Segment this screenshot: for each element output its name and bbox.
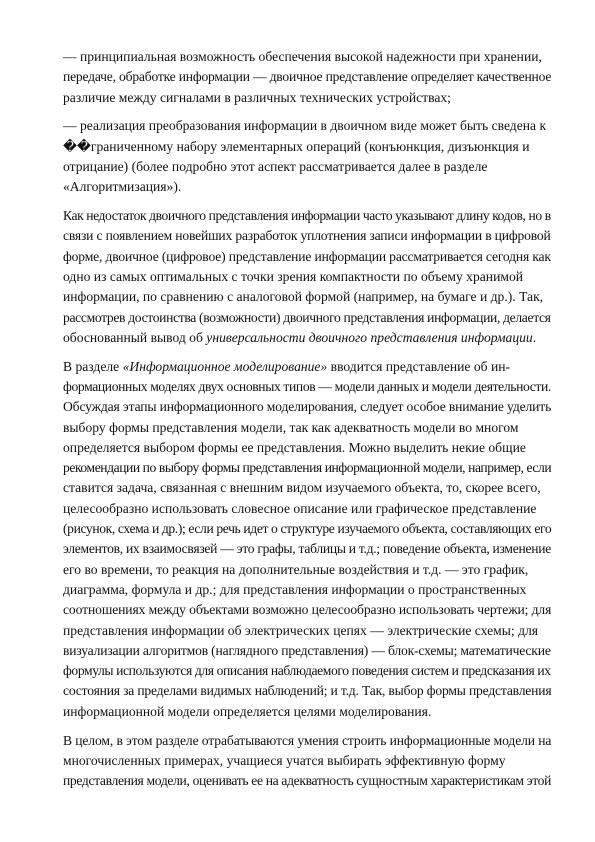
text-line: информации, по сравнению с аналоговой формой (например, на бумаге и др.). Так,: [63, 289, 544, 305]
text-line: (рисунок, схема и др.); если речь идет о структуре изучаемого объекта, составляющих его: [63, 521, 552, 537]
text-line: [63, 328, 551, 348]
paragraph-binary-reliability: [63, 47, 551, 108]
text-line: многочисленных примерах, учащиеся учатся выбирать эффективную форму: [63, 752, 506, 768]
text-line: ставится задача, связанная с внешним видом изучаемого объекта, то, скорее всего,: [63, 480, 541, 496]
text-line: ��граниченному набору элементарных операций (конъюнкция, дизъюнкция и: [63, 138, 530, 154]
text-line: [63, 357, 551, 377]
text-line: соотношениях между объектами возможно целесообразно использовать чертежи; для: [63, 602, 552, 618]
text-line: Как недостаток двоичного представления информации часто указывают длину кодов, но в: [63, 208, 551, 224]
text-line: элементов, их взаимосвязей — это графы, таблицы и т.д.; поведение объекта, изменение: [63, 541, 551, 557]
text-line: передаче, обработке информации — двоичное представление определяет качественное: [63, 69, 552, 85]
text-line: представления информации об электрических цепях — электрические схемы; для: [63, 622, 539, 638]
text-line: связи с появлением новейших разработок уплотнения записи информации в цифровой: [63, 228, 551, 244]
text-line: состояния за пределами видимых наблюдений; и т.д. Так, выбор формы представления: [63, 683, 552, 699]
paragraph-information-modeling: [63, 357, 551, 722]
text-line: формационных моделях двух основных типов — модели данных и модели деятельности.: [63, 378, 551, 394]
text-line: представления модели, оценивать ее на адекватность сущностным характеристикам этой: [63, 773, 552, 789]
text-run: обоснованный вывод об: [63, 329, 207, 345]
text-line: его во времени, то реакция на дополнительные воздействия и т.д. — это график,: [63, 561, 529, 577]
text-line: формулы используются для описания наблюдаемого поведения систем и предсказания их: [63, 663, 551, 679]
paragraph-binary-operations: [63, 116, 551, 197]
text-line: форме, двоичное (цифровое) представление информации рассматривается сегодня как: [63, 248, 551, 264]
text-line: определяется выбором формы ее представления. Можно выделить некие общие: [63, 439, 526, 455]
paragraph-section-summary: [63, 731, 551, 792]
text-line: выбору формы представления модели, так как адекватность модели во многом: [63, 419, 519, 435]
text-line: — принципиальная возможность обеспечения высокой надежности при хранении,: [63, 49, 542, 64]
text-run: вводится представление об ин-: [327, 358, 511, 374]
text-line: диаграмма, формула и др.; для представления информации о пространственных: [63, 581, 527, 597]
text-line: отрицание) (более подробно этот аспект рассматривается далее в разделе: [63, 158, 488, 174]
text-line: — реализация преобразования информации в двоичном виде может быть сведена к: [63, 118, 547, 134]
text-line: информационной модели определяется целями моделирования.: [63, 703, 432, 719]
text-line: рассмотрев достоинства (возможности) двоичного представления информации, делается: [63, 309, 551, 325]
text-line: целесообразно использовать словесное описание или графическое представление: [63, 500, 537, 516]
emphasis-universality: универсальности двоичного представления информации: [206, 329, 533, 345]
emphasis-section-title: «Информационное моделирование»: [122, 358, 328, 374]
text-line: различие между сигналами в различных технических устройствах;: [63, 89, 451, 105]
paragraph-binary-drawbacks: [63, 206, 551, 348]
text-run: .: [532, 329, 537, 345]
text-line: одно из самых оптимальных с точки зрения компактности по объему хранимой: [63, 268, 524, 284]
text-run: В разделе: [63, 358, 123, 374]
text-line: «Алгоритмизация»).: [63, 179, 182, 195]
text-line: рекомендации по выбору формы представления информационной модели, например, если: [63, 460, 552, 476]
text-line: Обсуждая этапы информационного моделирования, следует особое внимание уделить: [63, 399, 552, 415]
text-line: В целом, в этом разделе отрабатываются умения строить информационные модели на: [63, 732, 552, 748]
text-line: визуализации алгоритмов (наглядного представления) — блок-схемы; математические: [63, 642, 551, 658]
